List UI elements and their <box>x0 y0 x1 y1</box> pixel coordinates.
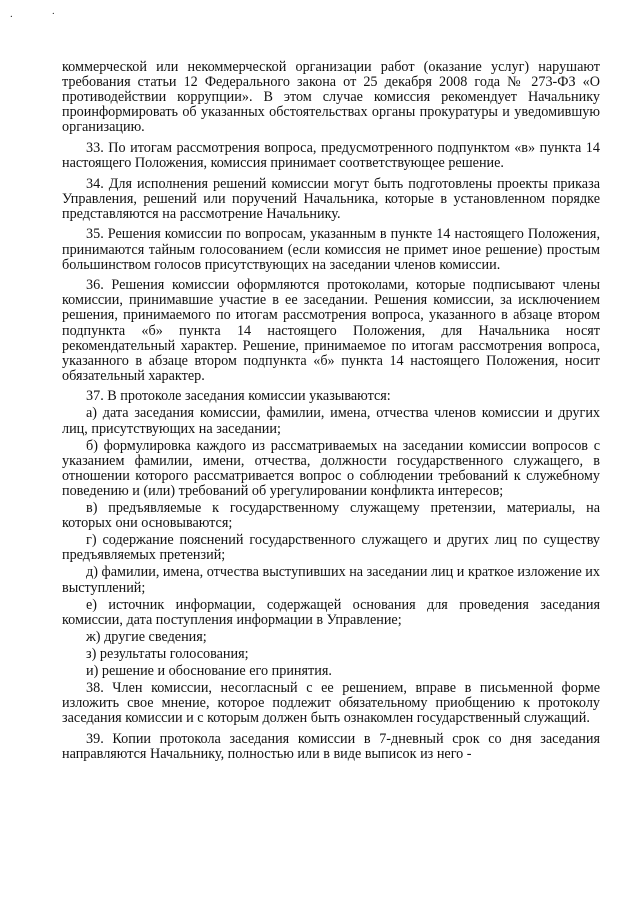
scan-corner-marks: . · <box>10 8 74 20</box>
paragraph-36: 36. Решения комиссии оформляются протоколами, которые подписывают члены комиссии, принимавшие участие в ее заседании. Решения комиссии, за исключением решения, принимаемого по итогам рассмотрения вопроса, указанного в абзаце втором подпункта «б» пункта 14 настоящего Положения, для Начальника носят рекомендательный характер. Решение, принимаемое по итогам рассмотрения вопроса, указанного в абзаце втором подпункта «б» пункта 14 настоящего Положения, носит обязательный характер. <box>62 277 600 384</box>
list-item-i: и) решение и обоснование его принятия. <box>86 662 332 679</box>
list-item-v: в) предъявляемые к государственному служащему претензии, материалы, на которых они основываются; <box>62 500 600 532</box>
paragraph-33: 33. По итогам рассмотрения вопроса, предусмотренного подпунктом «в» пункта 14 настоящего Положения, комиссия принимает соответствующее решение. <box>62 139 600 172</box>
paragraph-39: 39. Копии протокола заседания комиссии в 7-дневный срок со дня заседания направляются Начальнику, полностью или в виде выписок из него - <box>62 730 600 762</box>
paragraph-37: 37. В протоколе заседания комиссии указываются: <box>86 388 391 405</box>
paragraph-continuation: коммерческой или некоммерческой организации работ (оказание услуг) нарушают требования статьи 12 Федерального закона от 25 декабря 2008 года № 273-ФЗ «О противодействии коррупции». В этом случае комиссия рекомендует Начальнику проинформировать об указанных обстоятельствах органы прокуратуры и уведомившую организацию. <box>62 59 600 136</box>
list-item-zh: ж) другие сведения; <box>86 628 207 645</box>
list-item-z: з) результаты голосования; <box>86 645 249 662</box>
paragraph-38: 38. Член комиссии, несогласный с ее решением, вправе в письменной форме изложить свое мнение, которое подлежит обязательному приобщению к протоколу заседания комиссии и с которым должен быть ознакомлен государственный служащий. <box>62 680 600 727</box>
paragraph-35: 35. Решения комиссии по вопросам, указанным в пункте 14 настоящего Положения, принимаются тайным голосованием (если комиссия не примет иное решение) простым большинством голосов присутствующих на заседании членов комиссии. <box>62 226 600 273</box>
list-item-a: а) дата заседания комиссии, фамилии, имена, отчества членов комиссии и других лиц, присутствующих на заседании; <box>62 405 600 437</box>
list-item-g: г) содержание пояснений государственного служащего и других лиц по существу предъявляемых претензий; <box>62 532 600 564</box>
document-body <box>62 60 600 768</box>
list-item-e: е) источник информации, содержащей основания для проведения заседания комиссии, дата поступления информации в Управление; <box>62 596 600 628</box>
paragraph-34: 34. Для исполнения решений комиссии могут быть подготовлены проекты приказа Управления, решений или поручений Начальника, которые в установленном порядке представляются на рассмотрение Начальнику. <box>62 175 600 222</box>
list-item-b: б) формулировка каждого из рассматриваемых на заседании комиссии вопросов с указанием фамилии, имени, отчества, должности государственного служащего, в отношении которого рассматривается вопрос о соблюдении требований к служебному поведению и (или) требований об урегулировании конфликта интересов; <box>62 437 600 499</box>
list-item-d: д) фамилии, имена, отчества выступивших на заседании лиц и краткое изложение их выступлений; <box>62 564 600 596</box>
